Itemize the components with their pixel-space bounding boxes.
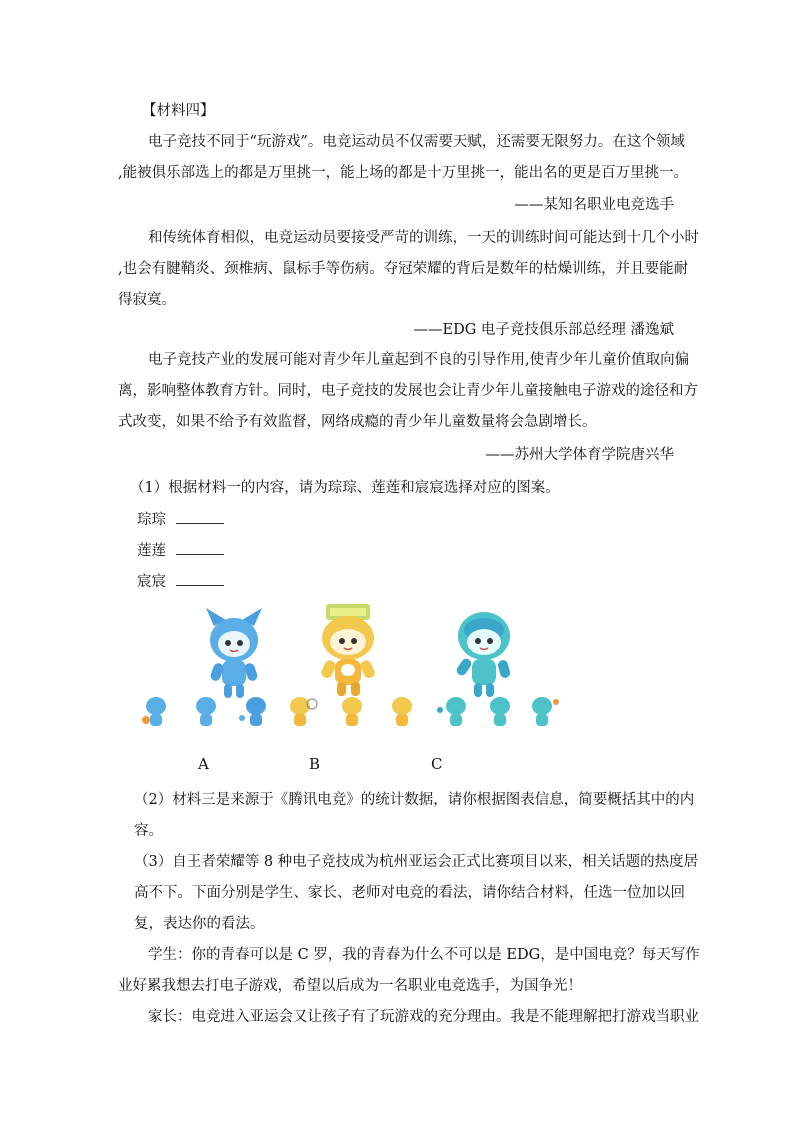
answer-blank-lianlian[interactable] [176,541,224,555]
blank-row-congcong [137,510,224,530]
blank-label-congcong: 琮琮 [137,512,166,528]
mascot-figure [138,600,578,740]
quote-1-line-2: ,能被俱乐部选上的都是万里挑一，能上场的都是十万里挑一，能出名的更是百万里挑一。 [118,165,689,181]
question-3-line-3: 复，表达你的看法。 [134,916,265,932]
answer-blank-congcong[interactable] [176,510,224,524]
question-3-line-1: （3）自王者荣耀等 8 种电子竞技成为杭州亚运会正式比赛项目以来，相关话题的热度居 [134,854,699,870]
section-title: 【材料四】 [142,103,215,119]
question-3-line-2: 高不下。下面分别是学生、家长、老师对电竞的看法，请你结合材料，任选一位加以回 [134,885,685,901]
quote-2-line-1: 和传统体育相似，电竞运动员要接受严苛的训练，一天的训练时间可能达到十几个小时 [148,230,699,246]
question-2-line-2: 容。 [134,823,163,839]
mascot-a-large [206,608,262,698]
mascot-b-large [320,604,377,696]
mascot-illustration [138,600,578,740]
quote-3-line-1: 电子竞技产业的发展可能对青少年儿童起到不良的引导作用,使青少年儿童价值取向偏 [148,352,690,368]
mascot-c-large [455,612,511,697]
quote-3-attribution: ——苏州大学体育学院唐兴华 [485,447,674,463]
quote-2-line-3: 得寂寞。 [118,292,176,308]
answer-blank-chenchen[interactable] [176,572,224,586]
quote-2-attribution: ——EDG 电子竞技俱乐部总经理 潘逸斌 [413,322,674,338]
blank-label-chenchen: 宸宸 [137,574,166,590]
quote-3-line-3: 式改变，如果不给予有效监督，网络成瘾的青少年儿童数量将会急剧增长。 [118,414,597,430]
figure-label-c: C [431,755,443,773]
parent-line-1: 家长：电竞进入亚运会又让孩子有了玩游戏的充分理由。我是不能理解把打游戏当职业 [148,1009,699,1025]
question-2-line-1: （2）材料三是来源于《腾讯电竞》的统计数据，请你根据图表信息，简要概括其中的内 [134,792,695,808]
figure-label-a: A [198,755,209,773]
mascot-small-row [142,697,559,726]
student-line-2: 业好累我想去打电子游戏，希望以后成为一名职业电竞选手，为国争光！ [118,978,582,994]
question-1-prompt: （1）根据材料一的内容，请为琮琮、莲莲和宸宸选择对应的图案。 [130,480,560,496]
quote-1-line-1: 电子竞技不同于“玩游戏”。电竞运动员不仅需要天赋，还需要无限努力。在这个领域 [148,134,685,150]
figure-label-b: B [309,755,321,773]
blank-row-lianlian [137,541,224,561]
quote-1-attribution: ——某知名职业电竞选手 [514,197,674,213]
quote-3-line-2: 离，影响整体教育方针。同时，电子竞技的发展也会让青少年儿童接触电子游戏的途径和方 [118,383,698,399]
quote-2-line-2: ,也会有腱鞘炎、颈椎病、鼠标手等伤病。夺冠荣耀的背后是数年的枯燥训练，并且要能耐 [118,261,689,277]
blank-row-chenchen [137,572,224,592]
student-line-1: 学生：你的青春可以是 C 罗，我的青春为什么不可以是 EDG，是中国电竞？每天写作 [148,947,700,963]
blank-label-lianlian: 莲莲 [137,543,166,559]
